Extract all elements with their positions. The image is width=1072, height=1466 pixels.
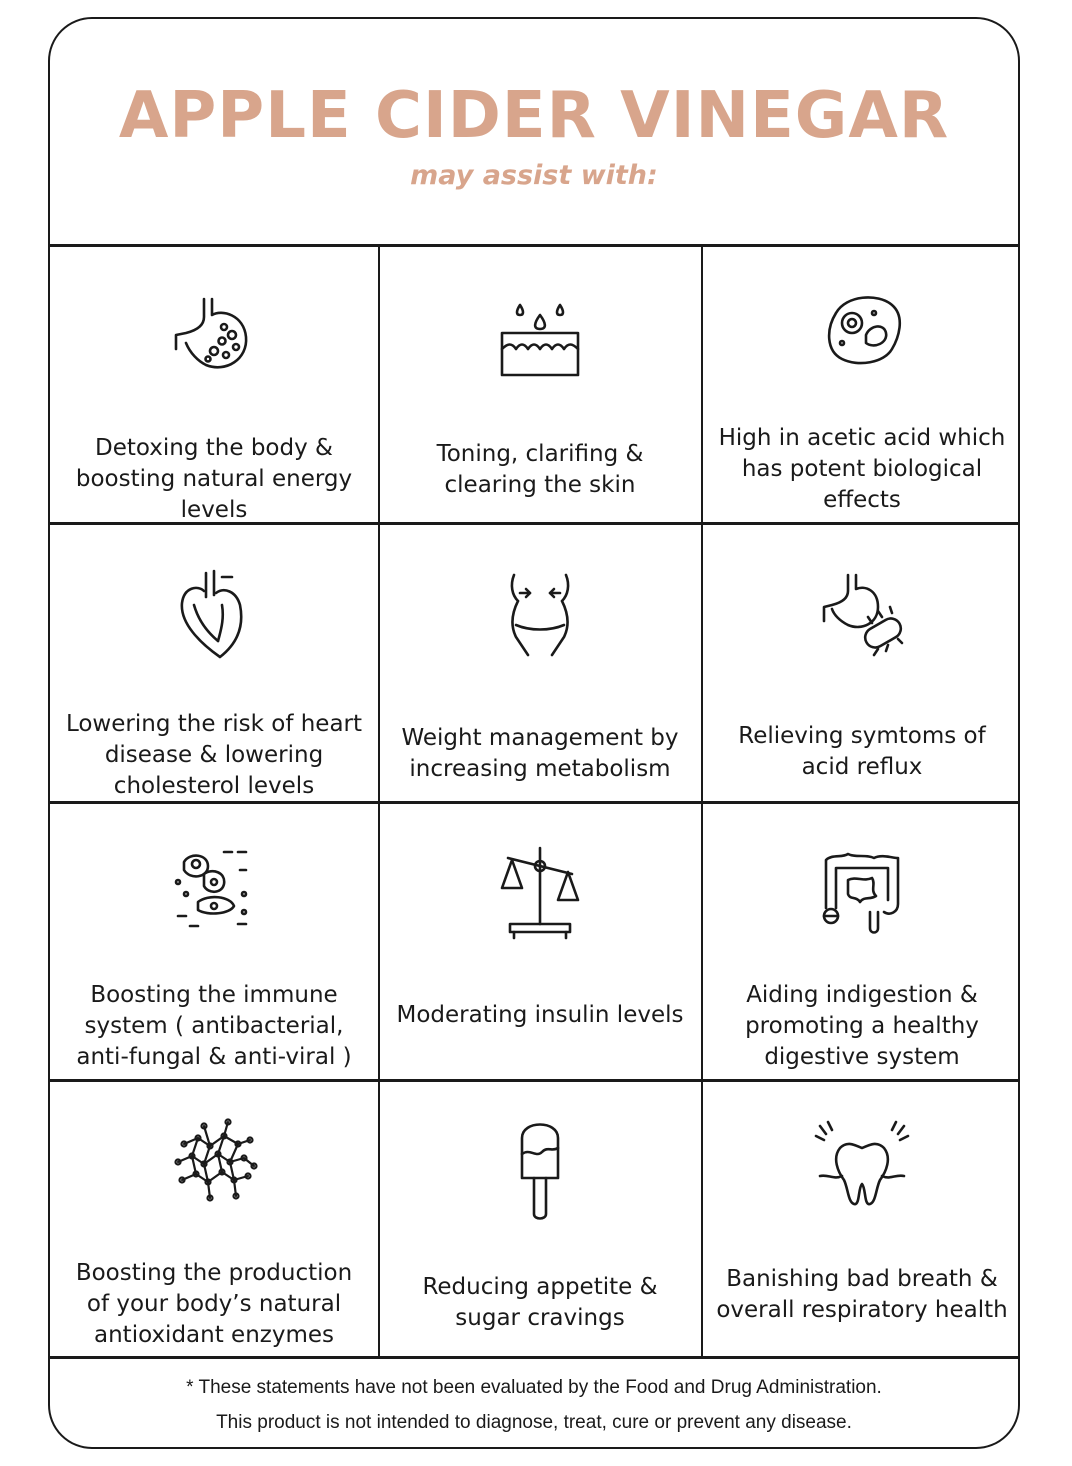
molecules-icon bbox=[164, 1114, 264, 1214]
header bbox=[50, 19, 1018, 246]
balance-scale-icon bbox=[490, 844, 590, 944]
disclaimer bbox=[50, 1360, 1018, 1449]
immune-cells-icon bbox=[164, 840, 264, 940]
benefit-cell bbox=[702, 804, 1020, 1079]
benefit-cell bbox=[379, 1082, 701, 1356]
benefit-cell bbox=[379, 804, 701, 1079]
cell-icon bbox=[812, 283, 912, 383]
benefit-label: Aiding indigestion & promoting a healthy digestive system bbox=[745, 982, 979, 1070]
benefit-cell bbox=[379, 525, 701, 801]
benefit-label: High in acetic acid which has potent biological effects bbox=[718, 425, 1006, 513]
skin-droplets-icon bbox=[490, 287, 590, 387]
tooth-icon bbox=[812, 1118, 912, 1218]
benefit-label: Toning, clarifing & clearing the skin bbox=[436, 441, 644, 498]
page-title: APPLE CIDER VINEGAR bbox=[118, 79, 950, 153]
benefit-cell bbox=[50, 525, 378, 801]
benefit-label: Reducing appetite & sugar cravings bbox=[422, 1274, 658, 1331]
page-subtitle: may assist with: bbox=[410, 160, 658, 191]
disclaimer-line: This product is not intended to diagnose, treat, cure or prevent any disease. bbox=[216, 1412, 852, 1433]
benefit-label: Weight management by increasing metabolism bbox=[401, 725, 679, 782]
benefit-label: Detoxing the body & boosting natural energy levels bbox=[75, 435, 353, 523]
benefit-cell bbox=[702, 525, 1020, 801]
benefit-label: Lowering the risk of heart disease & lowering cholesterol levels bbox=[65, 711, 363, 799]
benefit-label: Relieving symtoms of acid reflux bbox=[738, 723, 986, 780]
benefit-cell bbox=[379, 247, 701, 522]
stomach-icon bbox=[164, 287, 264, 387]
benefit-cell bbox=[50, 804, 378, 1079]
benefit-label: Boosting the production of your body’s natural antioxidant enzymes bbox=[75, 1260, 353, 1348]
benefit-cell bbox=[702, 247, 1020, 522]
benefit-label: Moderating insulin levels bbox=[396, 1002, 684, 1028]
benefit-label: Banishing bad breath & overall respiratory health bbox=[716, 1266, 1008, 1323]
intestine-icon bbox=[812, 844, 912, 944]
popsicle-icon bbox=[490, 1112, 590, 1222]
benefit-label: Boosting the immune system ( antibacterial, anti-fungal & anti-viral ) bbox=[76, 982, 352, 1070]
benefit-cell bbox=[50, 1082, 378, 1356]
benefit-cell bbox=[50, 247, 378, 522]
waist-icon bbox=[490, 565, 590, 665]
benefit-cell bbox=[702, 1082, 1020, 1356]
heart-icon bbox=[164, 565, 264, 665]
benefits-card bbox=[48, 17, 1020, 1449]
stomach-bacteria-icon bbox=[812, 565, 912, 665]
divider bbox=[50, 1356, 1018, 1359]
disclaimer-line: * These statements have not been evaluated by the Food and Drug Administration. bbox=[186, 1377, 882, 1398]
